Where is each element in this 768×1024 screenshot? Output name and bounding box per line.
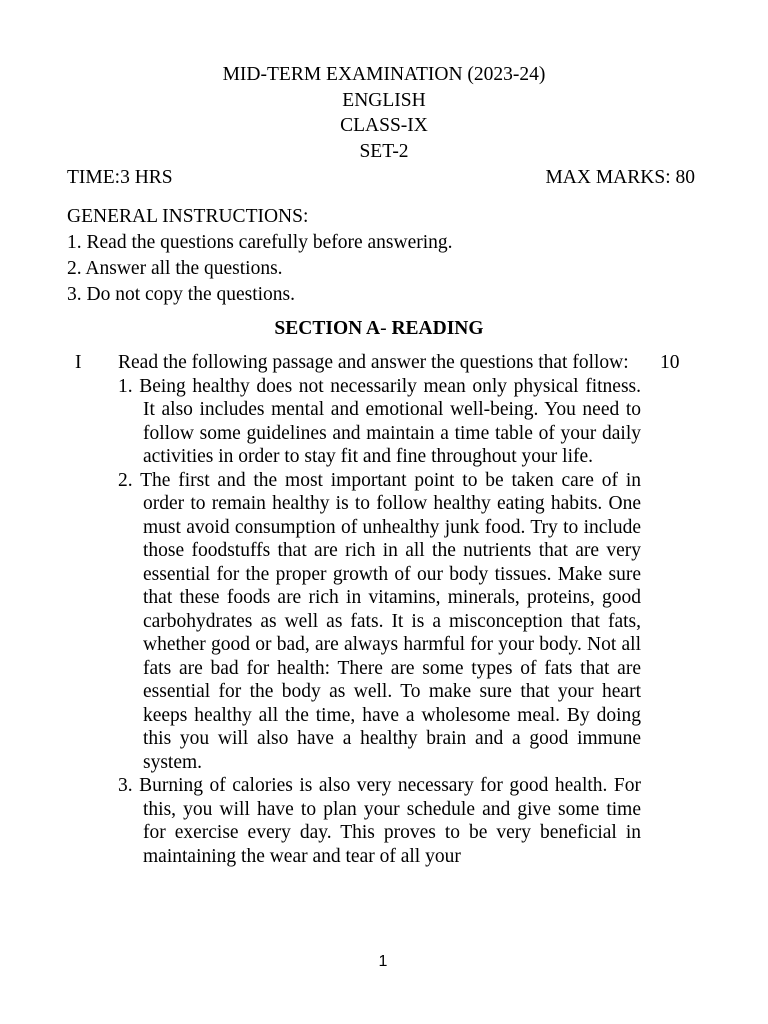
general-instructions — [67, 204, 453, 308]
question-intro: Read the following passage and answer the questions that follow: — [118, 352, 629, 373]
question-marks: 10 — [660, 352, 680, 373]
instruction-item: 1. Read the questions carefully before answering. — [67, 232, 453, 253]
question-number: I — [75, 352, 82, 373]
section-title — [0, 317, 758, 341]
question-body — [118, 351, 641, 868]
passage-paragraph: 2. The first and the most important point to be taken care of in order to remain healthy is to follow healthy eating habits. One must avoid consumption of unhealthy junk food. Try to include those foodstuffs that are rich in all the nutrients that are very essential for the proper growth of our body tissues. Make sure that these foods are rich in vitamins, minerals, proteins, good carbohydrates as well as fats. It is a misconception that fats, whether good or bad, are always harmful for your body. Not all fats are bad for health: There are some types of fats that are essential for the body as well. To make sure that your heart keeps healthy all the time, have a wholesome meal. By doing this you will also have a healthy brain and a good immune system. — [118, 469, 641, 773]
page-number — [0, 952, 768, 972]
max-marks-label: MAX MARKS: 80 — [545, 167, 695, 188]
instruction-item: 2. Answer all the questions. — [67, 258, 283, 279]
time-label: TIME:3 HRS — [67, 167, 173, 188]
section-title-dash: - — [380, 318, 392, 339]
exam-title: MID-TERM EXAMINATION (2023-24) — [222, 64, 546, 85]
subject-title: ENGLISH — [342, 89, 426, 111]
page-number-value: 1 — [378, 953, 388, 970]
section-title-part: READING — [391, 318, 484, 339]
exam-meta-row — [67, 166, 695, 190]
instructions-title: GENERAL INSTRUCTIONS: — [67, 206, 309, 227]
class-title: CLASS-IX — [340, 115, 428, 136]
passage-paragraph: 3. Burning of calories is also very necessary for good health. For this, you will have to plan your schedule and give some time for exercise every day. This proves to be very beneficial in maintaining the wear and tear of all your — [118, 775, 641, 867]
section-title-part: SECTION A — [274, 318, 381, 339]
instruction-item: 3. Do not copy the questions. — [67, 284, 296, 305]
passage-paragraph: 1. Being healthy does not necessarily mean only physical fitness. It also includes mental and emotional well-being. You need to follow some guidelines and maintain a time table of your daily activities in order to stay fit and fine throughout your life. — [118, 375, 641, 467]
set-title: SET-2 — [359, 140, 409, 162]
exam-header — [0, 62, 768, 164]
